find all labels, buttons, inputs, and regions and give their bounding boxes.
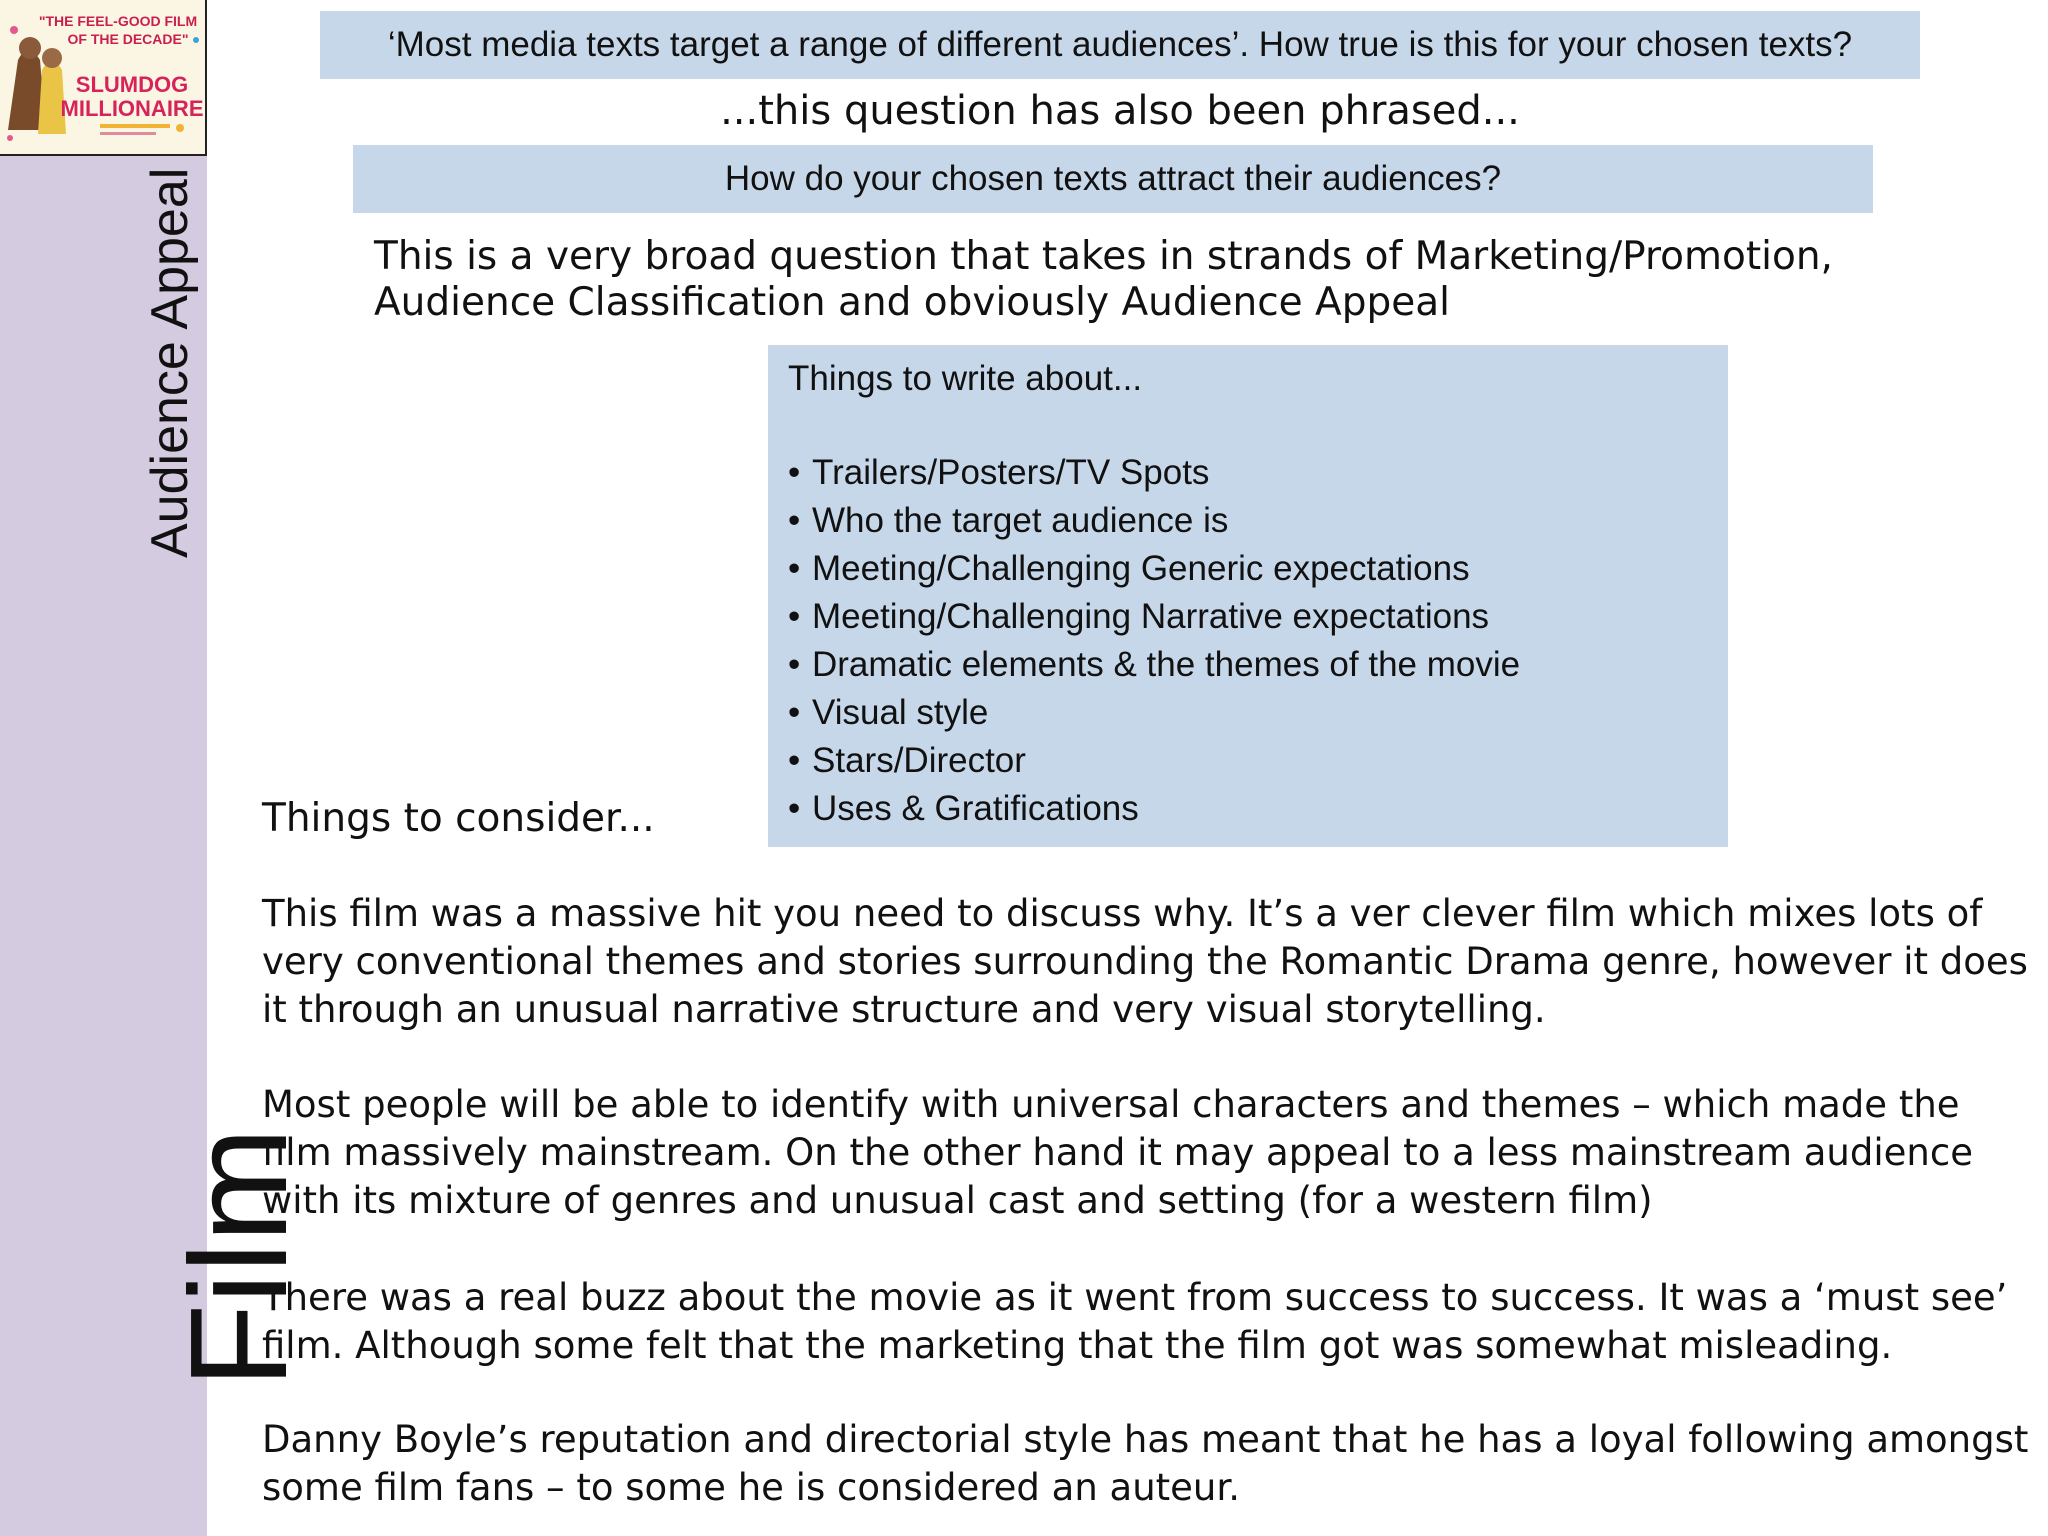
consider-paragraph: Danny Boyle’s reputation and directorial style has meant that he has a loyal following amongst some film fans – to some he is considered an auteur.	[262, 1418, 2029, 1509]
list-item: • Meeting/Challenging Generic expectations	[788, 545, 1708, 593]
svg-text:"THE FEEL-GOOD FILM: "THE FEEL-GOOD FILM	[38, 13, 198, 29]
sidebar	[0, 0, 316, 1536]
checklist-heading: Things to write about...	[788, 359, 1143, 398]
consider-heading: Things to consider...	[262, 796, 655, 841]
list-item: • Who the target audience is	[788, 497, 1708, 545]
consider-paragraph: There was a real buzz about the movie as it went from success to success. It was a ‘must see’ film. Although some felt that the marketing that the film got was somewhat misleading.	[262, 1276, 2008, 1367]
list-item: • Dramatic elements & the themes of the movie	[788, 641, 1708, 689]
things-to-write-about-box	[768, 345, 1728, 847]
bullet-icon: •	[788, 645, 801, 684]
consider-paragraph: Most people will be able to identify with universal characters and themes – which made the film massively mainstream. On the other hand it may appeal to a less mainstream audience with its mixture of genres and unusual cast and setting (for a western film)	[262, 1083, 1973, 1222]
svg-text:OF THE DECADE": OF THE DECADE"	[67, 31, 189, 47]
film-poster-image	[0, 0, 207, 156]
alternate-question-banner: How do your chosen texts attract their audiences?	[353, 145, 1873, 213]
bullet-icon: •	[788, 501, 801, 540]
svg-text:SLUMDOG: SLUMDOG	[75, 72, 189, 97]
bullet-icon: •	[788, 453, 801, 492]
phrased-note: ...this question has also been phrased...	[720, 88, 1520, 134]
list-item: • Meeting/Challenging Narrative expectations	[788, 593, 1708, 641]
bullet-icon: •	[788, 549, 801, 588]
consider-paragraph: This film was a massive hit you need to discuss why. It’s a ver clever film which mixes lots of very conventional themes and stories surrounding the Romantic Drama genre, however it does it through an unusual narrative structure and very visual storytelling.	[262, 892, 2028, 1031]
checklist-list	[788, 449, 1708, 833]
section-label: Film	[162, 1127, 316, 1388]
bullet-icon: •	[788, 741, 801, 780]
svg-text:MILLIONAIRE: MILLIONAIRE	[60, 96, 204, 121]
list-item: • Visual style	[788, 689, 1708, 737]
list-item: • Trailers/Posters/TV Spots	[788, 449, 1708, 497]
bullet-icon: •	[788, 597, 801, 636]
intro-text: This is a very broad question that takes in strands of Marketing/Promotion, Audience Classification and obviously Audience Appeal	[374, 234, 1833, 325]
exam-question-banner: ‘Most media texts target a range of different audiences’. How true is this for your chosen texts?	[320, 11, 1920, 79]
list-item: • Uses & Gratifications	[788, 785, 1708, 833]
list-item: • Stars/Director	[788, 737, 1708, 785]
topic-label: Audience Appeal	[141, 167, 199, 558]
bullet-icon: •	[788, 693, 801, 732]
bullet-icon: •	[788, 789, 801, 828]
